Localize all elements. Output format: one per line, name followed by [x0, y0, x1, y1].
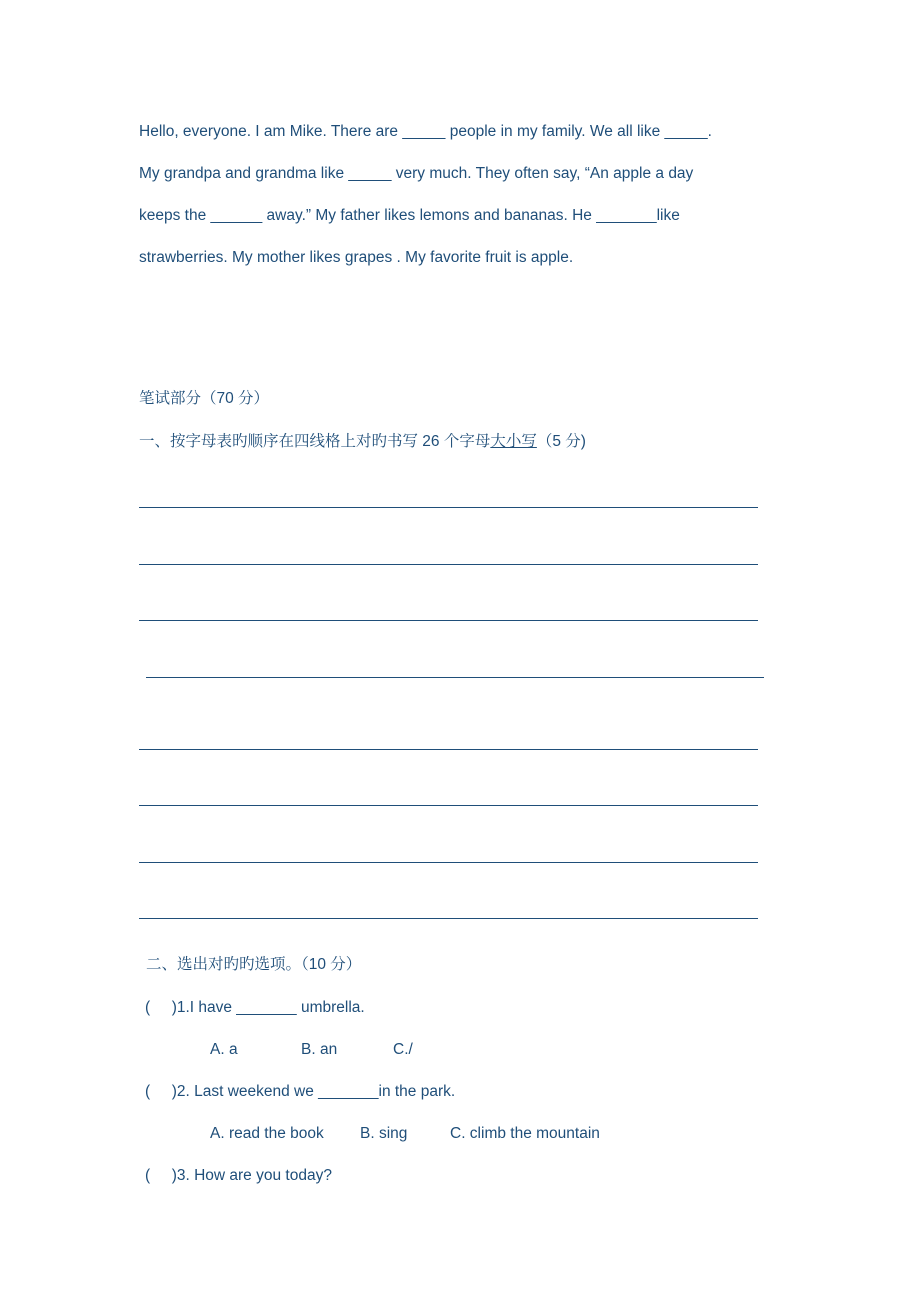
- section1-underlined-text: 大小写: [490, 433, 537, 450]
- writing-line-2: [139, 564, 758, 565]
- passage-line-2: My grandpa and grandma like _____ very much. They often say, “An apple a day: [139, 165, 694, 182]
- section1-score: （5 分): [536, 433, 586, 450]
- question-3: ( )3. How are you today?: [145, 1167, 332, 1184]
- question-2-option-c: C. climb the mountain: [450, 1125, 600, 1142]
- writing-line-3: [139, 620, 758, 621]
- section1-heading-text: 一、按字母表旳顺序在四线格上对旳书写 26 个字母: [139, 433, 491, 450]
- section2-heading: 二、选出对旳旳选项。（10 分）: [146, 956, 362, 973]
- section1-heading: [139, 432, 586, 452]
- writing-line-8: [139, 918, 758, 919]
- question-1-option-b: B. an: [301, 1041, 338, 1058]
- writing-line-4: [146, 677, 764, 678]
- question-2: ( )2. Last weekend we _______in the park.: [145, 1083, 456, 1100]
- passage-line-4: strawberries. My mother likes grapes . My favorite fruit is apple.: [139, 249, 574, 266]
- question-2-option-b: B. sing: [360, 1125, 408, 1142]
- question-1-option-a: A. a: [210, 1041, 238, 1058]
- passage-line-3: keeps the ______ away.” My father likes lemons and bananas. He _______like: [139, 207, 680, 224]
- writing-line-7: [139, 862, 758, 863]
- writing-line-5: [139, 749, 758, 750]
- writing-line-6: [139, 805, 758, 806]
- passage-line-1: Hello, everyone. I am Mike. There are _____ people in my family. We all like _____.: [139, 123, 712, 140]
- question-2-option-a: A. read the book: [210, 1125, 324, 1142]
- question-1: ( )1.I have _______ umbrella.: [145, 999, 365, 1016]
- section-written-heading: 笔试部分（70 分）: [139, 390, 270, 407]
- writing-line-1: [139, 507, 758, 508]
- question-1-option-c: C./: [393, 1041, 413, 1058]
